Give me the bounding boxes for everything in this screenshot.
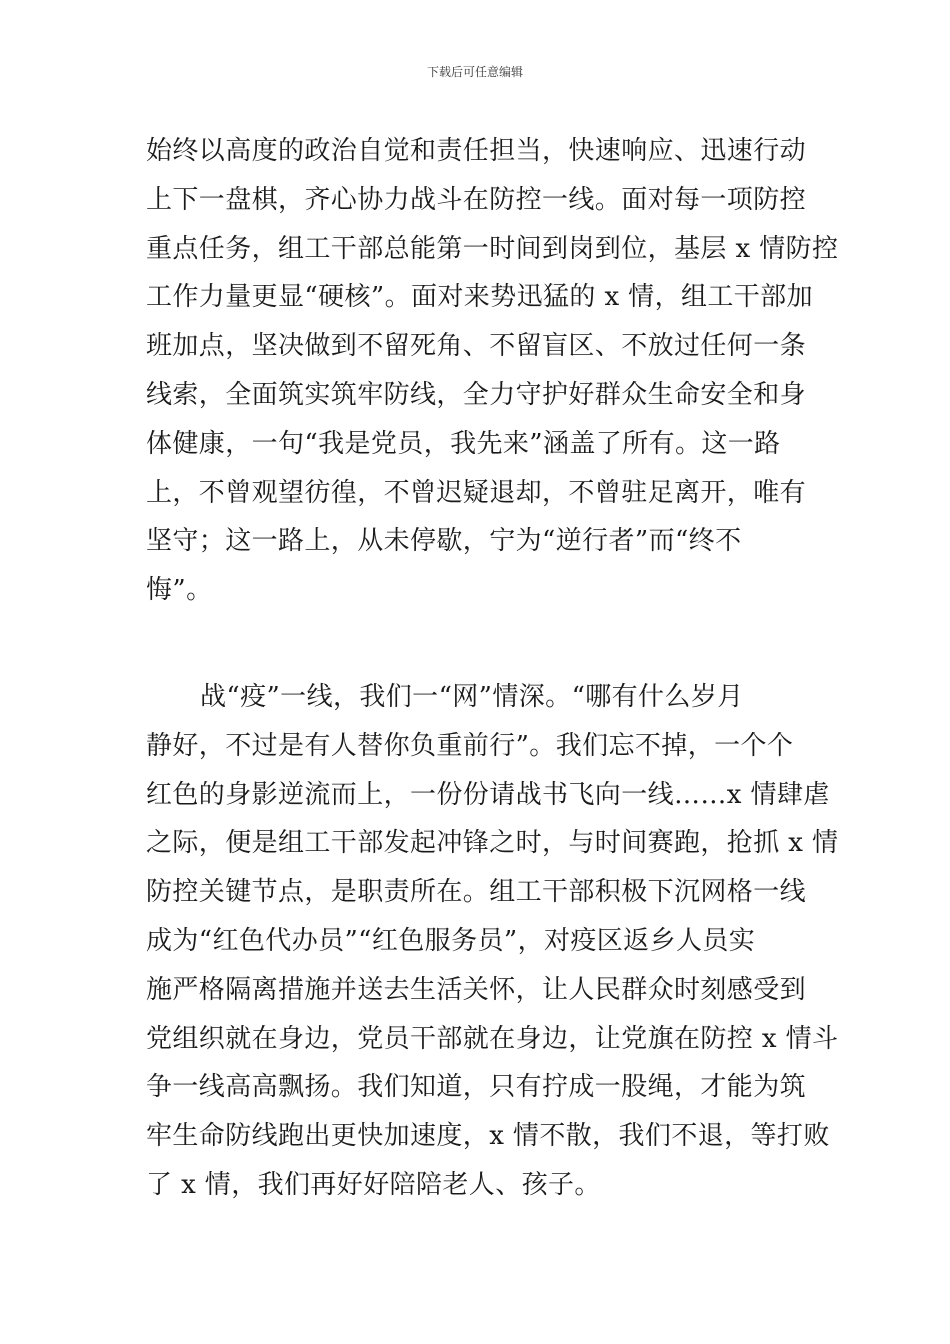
- text-line: 班加点，坚决做到不留死角、不留盲区、不放过任何一条: [146, 331, 807, 362]
- text-line: 了 x 情，我们再好好陪陪老人、孩子。: [146, 1169, 601, 1200]
- text-line: 之际，便是组工干部发起冲锋之时，与时间赛跑，抢抓 x 情: [146, 828, 839, 859]
- text-line: 坚守；这一路上，从未停歇，宁为“逆行者”而“终不: [146, 526, 742, 557]
- text-line: 工作力量更显“硬核”。面对来势迅猛的 x 情，组工干部加: [146, 282, 813, 313]
- text-line: 施严格隔离措施并送去生活关怀，让人民群众时刻感受到: [146, 974, 807, 1005]
- text-line: 牢生命防线跑出更快加速度，x 情不散，我们不退，等打败: [146, 1121, 830, 1152]
- text-line: 始终以高度的政治自觉和责任担当，快速响应、迅速行动: [146, 136, 807, 166]
- text-line: 静好，不过是有人替你负重前行”。我们忘不掉，一个个: [146, 730, 794, 761]
- paragraph-1: [146, 127, 839, 615]
- text-line: 重点任务，组工干部总能第一时间到岗到位，基层 x 情防控: [146, 233, 839, 264]
- text-line: 体健康，一句“我是党员，我先来”涵盖了所有。这一路: [146, 428, 781, 459]
- text-line: 线索，全面筑实筑牢防线，全力守护好群众生命安全和身: [146, 379, 807, 410]
- text-line: 红色的身影逆流而上，一份份请战书飞向一线……x 情肆虐: [146, 779, 830, 810]
- text-line: 党组织就在身边，党员干部就在身边，让党旗在防控 x 情斗: [146, 1023, 839, 1054]
- text-line: 上，不曾观望彷徨，不曾迟疑退却，不曾驻足离开，唯有: [146, 477, 807, 508]
- text-line: 争一线高高飘扬。我们知道，只有拧成一股绳，才能为筑: [146, 1072, 807, 1103]
- text-line: 成为“红色代办员”“红色服务员”，对疫区返乡人员实: [146, 925, 756, 956]
- text-line: 上下一盘棋，齐心协力战斗在防控一线。面对每一项防控: [146, 184, 807, 215]
- page-header-note: 下载后可任意编辑: [426, 65, 523, 79]
- text-line: 悔”。: [146, 575, 213, 606]
- paragraph-2: [146, 673, 839, 1210]
- text-line: 战“疫”一线，我们一“网”情深。“哪有什么岁月: [200, 682, 744, 712]
- text-line: 防控关键节点，是职责所在。组工干部积极下沉网格一线: [146, 877, 807, 908]
